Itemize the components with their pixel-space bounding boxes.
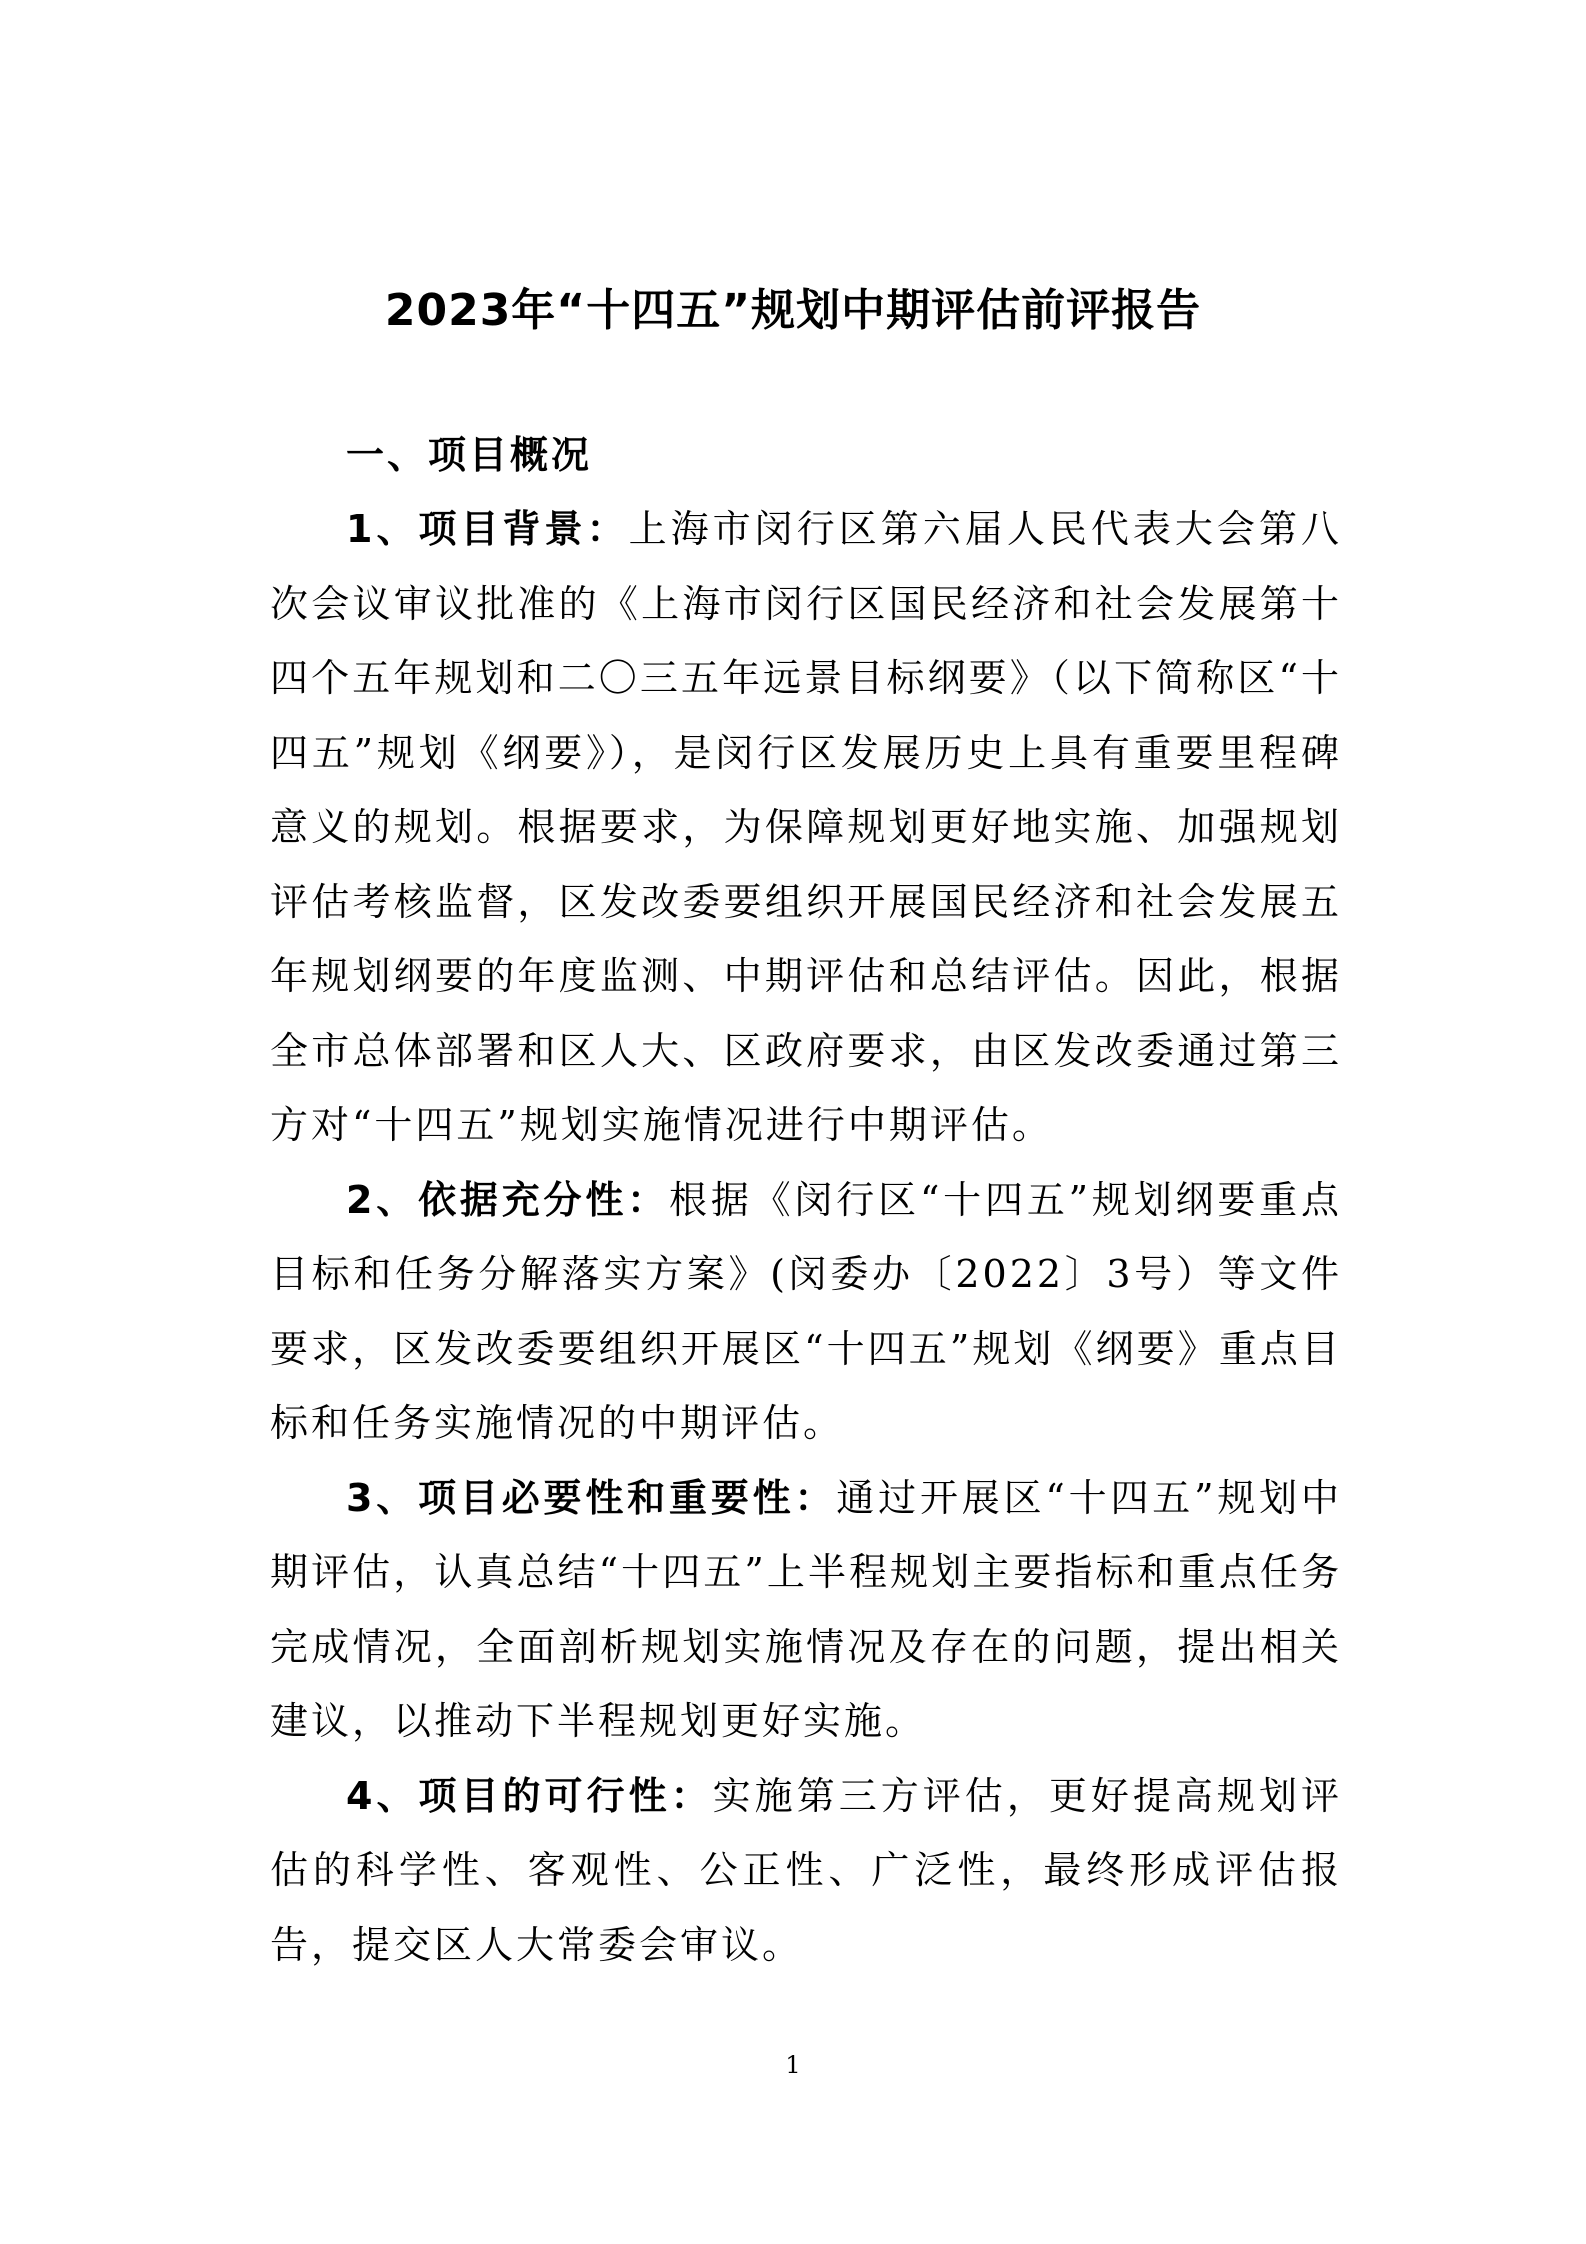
paragraph-text: 实施第三方评估，更好提高规划评估的科学性、客观性、公正性、广泛性，最终形成评估报告，提交区人大常委会审议。 bbox=[270, 1773, 1342, 1967]
document-body bbox=[270, 418, 1342, 1982]
document-title: 2023年“十四五”规划中期评估前评报告 bbox=[384, 285, 1202, 336]
paragraph-feasibility bbox=[270, 1759, 1342, 1983]
paragraph-text: 根据《闵行区“十四五”规划纲要重点目标和任务分解落实方案》(闵委办〔2022〕3号）等文件要求，区发改委要组织开展区“十四五”规划《纲要》重点目标和任务实施情况的中期评估。 bbox=[270, 1177, 1342, 1445]
paragraph-necessity-importance bbox=[270, 1461, 1342, 1759]
paragraph-project-background bbox=[270, 492, 1342, 1163]
paragraph-text: 通过开展区“十四五”规划中期评估，认真总结“十四五”上半程规划主要指标和重点任务完成情况，全面剖析规划实施情况及存在的问题，提出相关建议，以推动下半程规划更好实施。 bbox=[270, 1475, 1342, 1743]
paragraph-lead: 1、项目背景： bbox=[346, 507, 629, 551]
paragraph-lead: 2、依据充分性： bbox=[346, 1177, 670, 1222]
paragraph-lead: 4、项目的可行性： bbox=[346, 1773, 713, 1818]
page-number: 1 bbox=[785, 2051, 801, 2079]
paragraph-lead: 3、项目必要性和重要性： bbox=[346, 1475, 837, 1520]
paragraph-basis-sufficiency bbox=[270, 1163, 1342, 1461]
section-heading: 一、项目概况 bbox=[346, 433, 593, 477]
paragraph-text: 上海市闵行区第六届人民代表大会第八次会议审议批准的《上海市闵行区国民经济和社会发展第十四个五年规划和二〇三五年远景目标纲要》（以下简称区“十四五”规划《纲要》），是闵行区发展历史上具有重要里程碑意义的规划。根据要求，为保障规划更好地实施、加强规划评估考核监督，区发改委要组织开展国民经济和社会发展五年规划纲要的年度监测、中期评估和总结评估。因此，根据全市总体部署和区人大、区政府要求，由区发改委通过第三方对“十四五”规划实施情况进行中期评估。 bbox=[270, 507, 1342, 1147]
